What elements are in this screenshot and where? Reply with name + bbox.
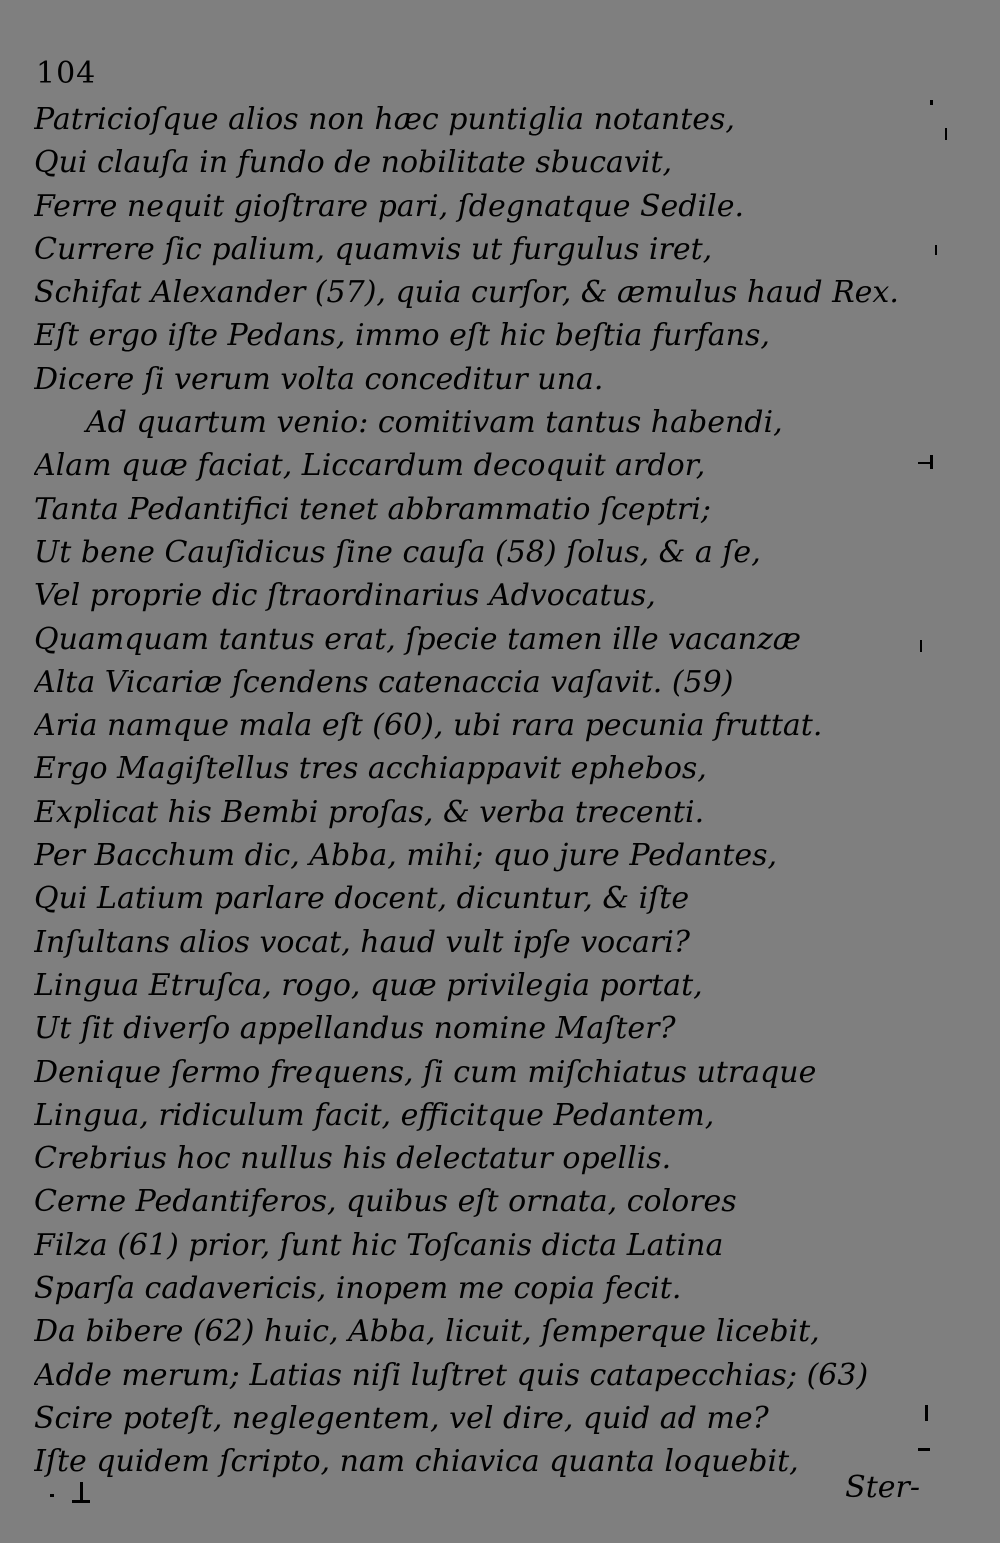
- verse-line: Aria namque mala eſt (60), ubi rara pecunia fruttat.: [34, 708, 823, 744]
- verse-line: Explicat his Bembi proſas, & verba trecenti.: [34, 794, 705, 830]
- verse-line: Lingua Etruſca, rogo, quæ privilegia portat,: [34, 967, 703, 1003]
- verse-line: Patricioſque alios non hæc puntiglia notantes,: [34, 102, 735, 137]
- verse-line: Qui clauſa in fundo de nobilitate sbucavit,: [34, 145, 673, 181]
- page-number: 104: [36, 56, 97, 91]
- verse-line: Scire poteſt, neglegentem, vel dire, quid ad me?: [34, 1400, 769, 1436]
- verse-line: Cerne Pedantiferos, quibus eſt ornata, colores: [34, 1184, 737, 1220]
- verse-line: Per Bacchum dic, Abba, mihi; quo jure Pedantes,: [34, 838, 778, 874]
- verse-line: Alta Vicariæ ſcendens catenaccia vaſavit. (59): [34, 664, 734, 700]
- scan-speck: [918, 1448, 930, 1451]
- verse-line: Eſt ergo iſte Pedans, immo eſt hic beſtia furfans,: [34, 318, 770, 354]
- verse-line: Inſultans alios vocat, haud vult ipſe vocari?: [34, 924, 690, 960]
- verse-line: Denique ſermo frequens, ſi cum miſchiatus utraque: [34, 1054, 817, 1090]
- scan-speck: [945, 128, 947, 140]
- verse-line: Qui Latium parlare docent, dicuntur, & iſte: [34, 881, 690, 917]
- verse-text: [34, 98, 944, 1484]
- scan-speck: [920, 640, 922, 652]
- verse-line: Tanta Pedantifici tenet abbrammatio ſceptri;: [34, 491, 711, 527]
- verse-line: Quamquam tantus erat, ſpecie tamen ille vacanzæ: [34, 621, 801, 657]
- verse-line: Ut bene Cauſidicus ſine cauſa (58) ſolus, & a ſe,: [34, 534, 761, 570]
- scan-speck: [935, 245, 937, 255]
- verse-line: Filza (61) prior, ſunt hic Toſcanis dicta Latina: [34, 1227, 724, 1263]
- verse-line: Alam quæ faciat, Liccardum decoquit ardor,: [34, 448, 706, 484]
- verse-line: Iſte quidem ſcripto, nam chiavica quanta loquebit,: [34, 1444, 799, 1480]
- verse-line: Ergo Magiſtellus tres acchiappavit ephebos,: [34, 751, 707, 787]
- verse-line: Da bibere (62) huic, Abba, licuit, ſemperque licebit,: [34, 1314, 820, 1350]
- scan-speck: [80, 1482, 83, 1502]
- verse-line: Sparſa cadavericis, inopem me copia fecit.: [34, 1271, 682, 1307]
- verse-line: Lingua, ridiculum facit, efficitque Pedantem,: [34, 1097, 715, 1133]
- verse-line: Vel proprie dic ſtraordinarius Advocatus,: [34, 578, 656, 614]
- verse-line: Dicere ſi verum volta conceditur una.: [34, 361, 604, 397]
- scan-speck: [50, 1494, 54, 1497]
- verse-line: Schifat Alexander (57), quia curſor, & æmulus haud Rex.: [34, 275, 899, 311]
- scan-speck: [930, 100, 933, 105]
- verse-line-indented: Ad quartum venio: comitivam tantus habendi,: [86, 405, 783, 441]
- scan-speck: [918, 462, 932, 464]
- verse-line: Ferre nequit gioſtrare pari, ſdegnatque Sedile.: [34, 188, 744, 224]
- scan-speck: [925, 1405, 928, 1421]
- verse-line: Ut ſit diverſo appellandus nomine Maſter?: [34, 1011, 676, 1047]
- catchword: Ster-: [845, 1470, 920, 1505]
- scan-speck: [72, 1500, 90, 1503]
- verse-line: Currere ſic palium, quamvis ut furgulus iret,: [34, 231, 713, 267]
- verse-line: Adde merum; Latias niſi luſtret quis catapecchias; (63): [34, 1357, 869, 1393]
- verse-line: Crebrius hoc nullus his delectatur opellis.: [34, 1141, 672, 1177]
